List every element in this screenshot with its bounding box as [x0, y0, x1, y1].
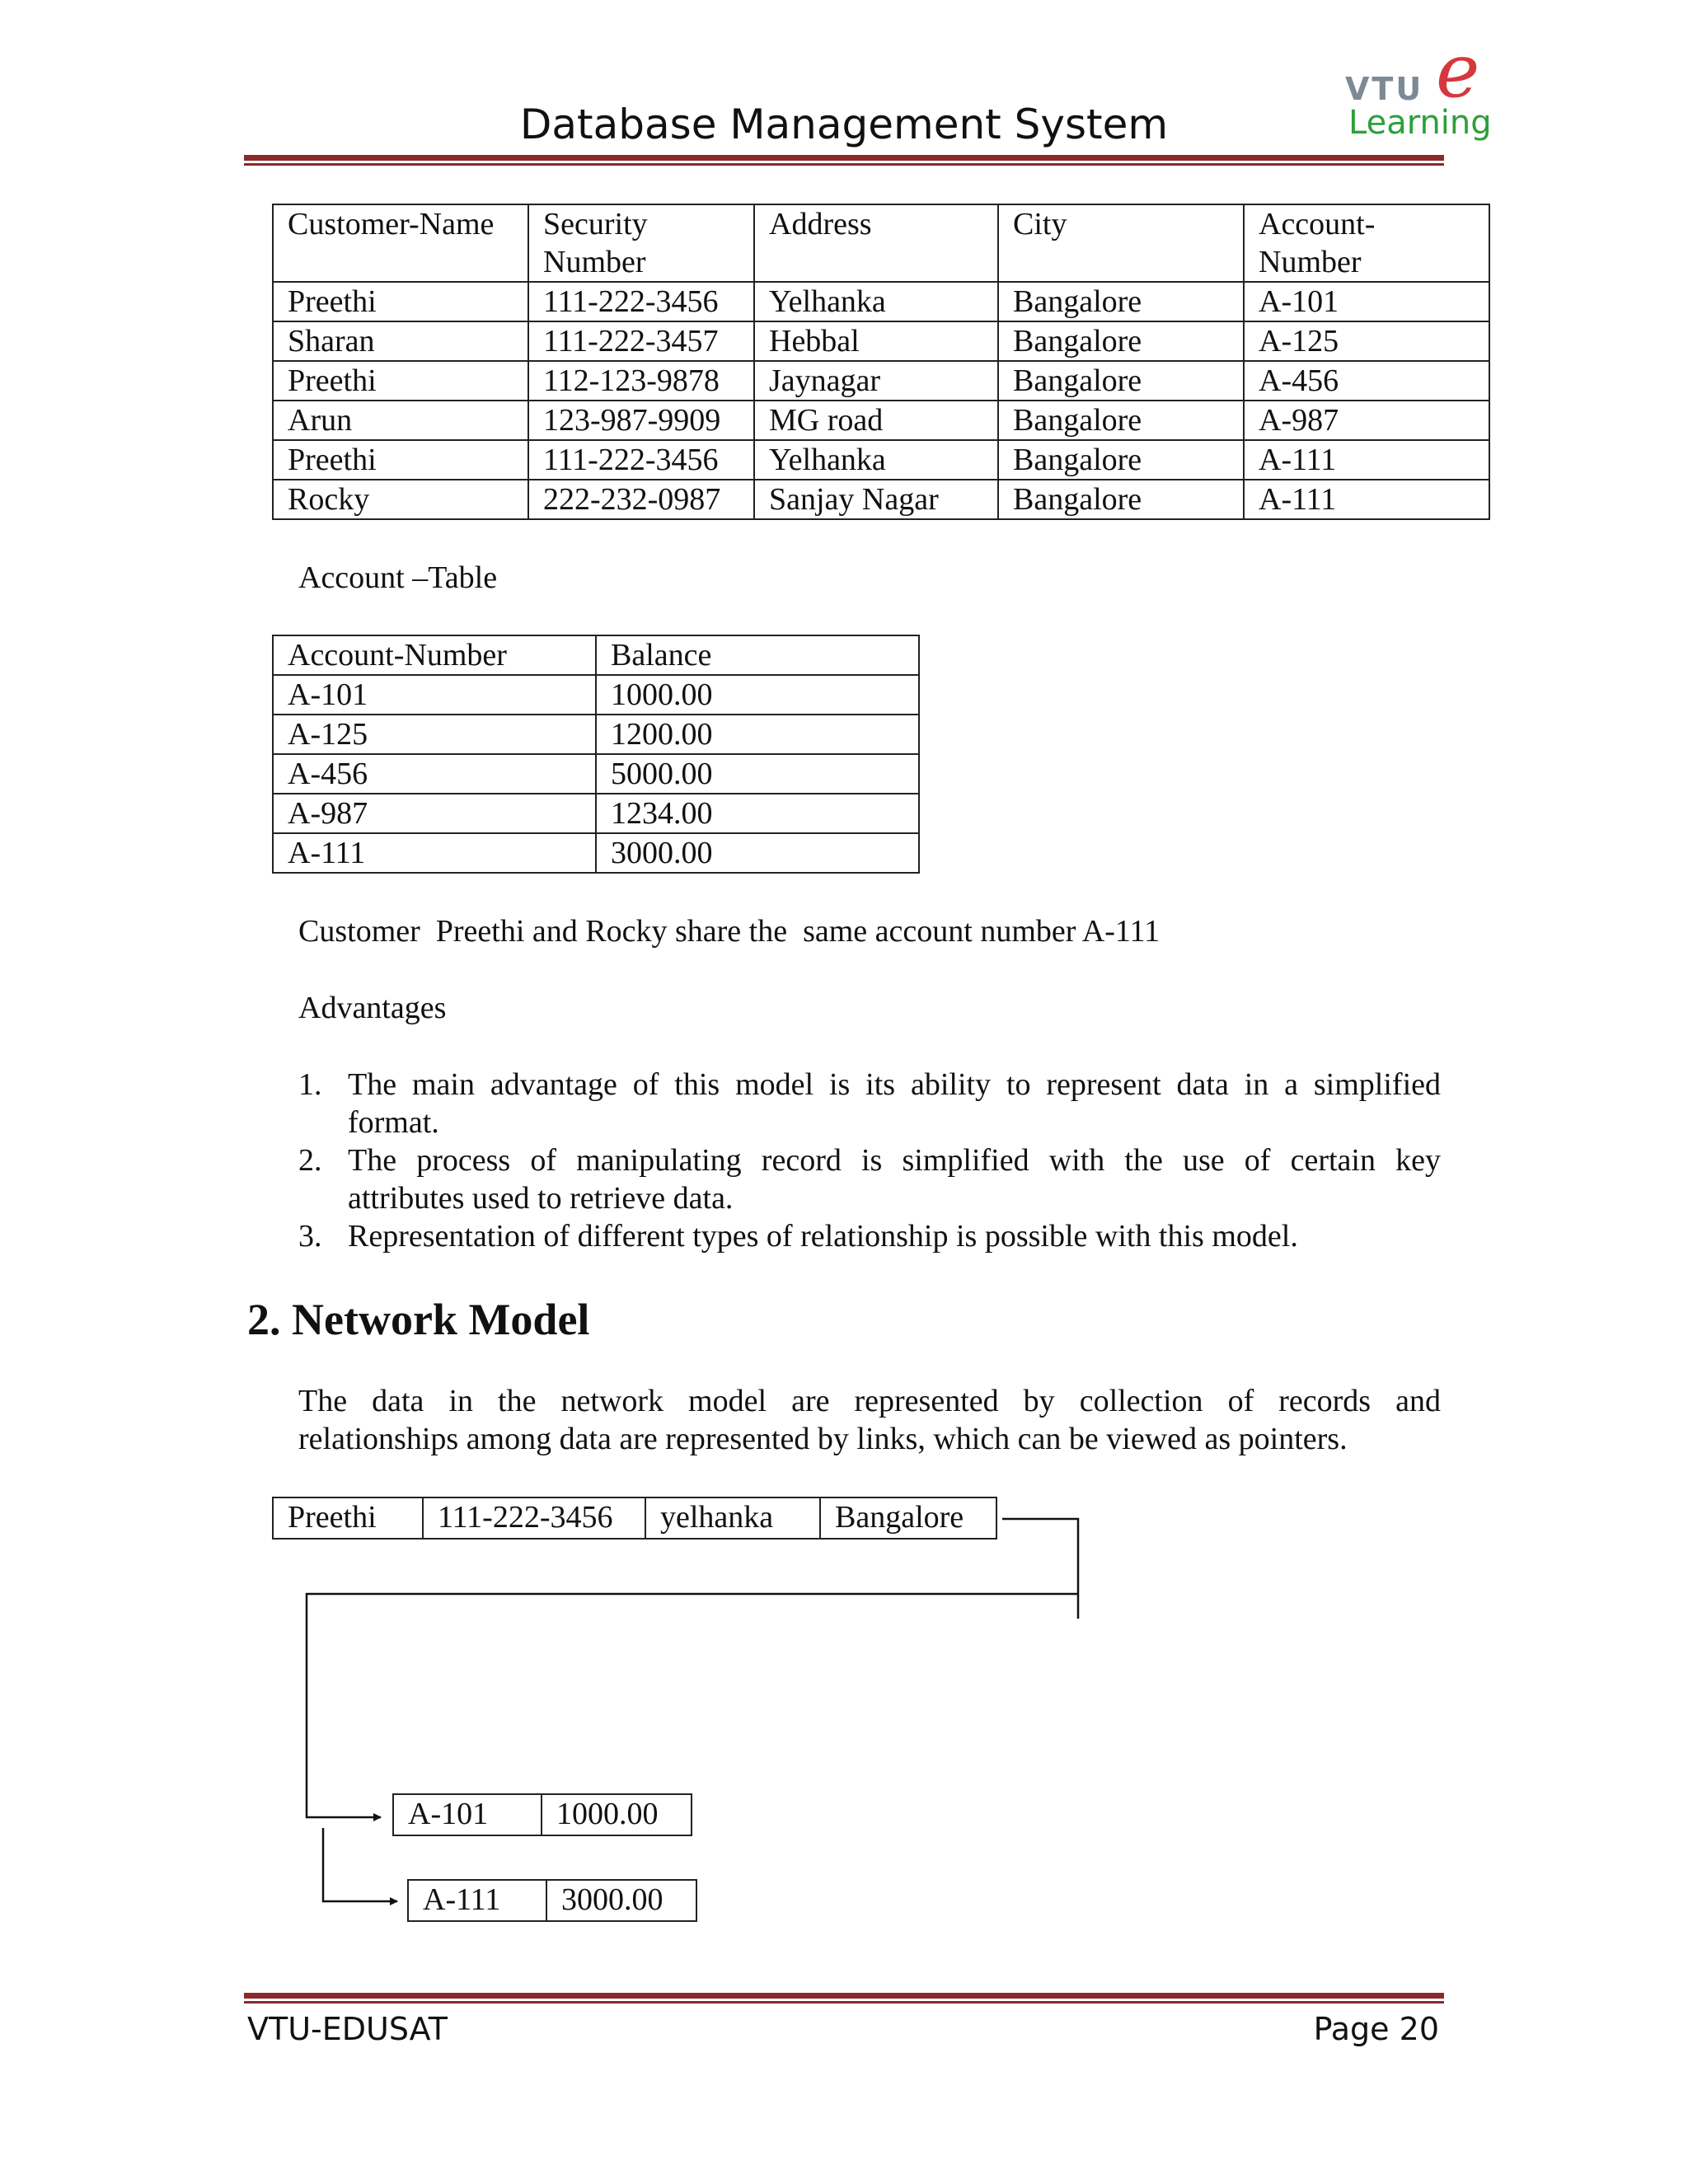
record-field: 3000.00 [561, 1882, 663, 1917]
table-cell: A-125 [273, 715, 596, 754]
logo-e-mark: e [1436, 28, 1480, 115]
footer-rule-thin [244, 2001, 1444, 2004]
record-field: Bangalore [835, 1500, 964, 1535]
table-cell: Preethi [273, 361, 528, 401]
page-title: Database Management System [519, 101, 1169, 148]
list-text: format. [348, 1105, 439, 1140]
table-cell: 112-123-9878 [528, 361, 754, 401]
account-record-box [407, 1879, 697, 1922]
header-cell: Address [754, 204, 998, 282]
table-cell: Sanjay Nagar [754, 480, 998, 519]
table-cell: Preethi [273, 282, 528, 321]
table-cell: A-987 [1244, 401, 1489, 440]
table-cell: 222-232-0987 [528, 480, 754, 519]
link-line [307, 1594, 1078, 1817]
table-cell: Arun [273, 401, 528, 440]
table-cell: Rocky [273, 480, 528, 519]
table-cell: A-101 [1244, 282, 1489, 321]
list-number: 2. [298, 1143, 322, 1178]
list-text: attributes used to retrieve data. [348, 1181, 734, 1216]
table-cell: 111-222-3457 [528, 321, 754, 361]
table-cell: Bangalore [998, 401, 1244, 440]
header-cell: Customer-Name [273, 204, 528, 282]
footer-source: VTU-EDUSAT [247, 2011, 448, 2047]
table-cell: A-987 [273, 794, 596, 833]
share-note: Customer Preethi and Rocky share the same account number A-111 [298, 914, 1160, 949]
list-text: The process of manipulating record is simplified with the use of certain key [348, 1143, 1441, 1178]
table-cell: 5000.00 [596, 754, 919, 794]
header-cell: Balance [596, 635, 919, 675]
table-cell: 111-222-3456 [528, 440, 754, 480]
account-table-caption: Account –Table [298, 560, 498, 595]
advantages-heading: Advantages [298, 991, 447, 1025]
header-cell: Account-Number [273, 635, 596, 675]
table-cell: Bangalore [998, 480, 1244, 519]
record-field: A-111 [409, 1881, 547, 1920]
section-heading: 2. Network Model [247, 1295, 590, 1344]
table-cell: 3000.00 [596, 833, 919, 873]
record-field: 1000.00 [556, 1797, 659, 1831]
table-cell: Bangalore [998, 361, 1244, 401]
table-cell: 123-987-9909 [528, 401, 754, 440]
table-cell: 1200.00 [596, 715, 919, 754]
list-text: Representation of different types of relationship is possible with this model. [348, 1219, 1298, 1254]
table-cell: Bangalore [998, 282, 1244, 321]
table-cell: 111-222-3456 [528, 282, 754, 321]
table-cell: Yelhanka [754, 282, 998, 321]
logo-vtu-text: VTU [1345, 71, 1424, 107]
table-cell: Bangalore [998, 321, 1244, 361]
table-cell: Hebbal [754, 321, 998, 361]
list-text: The main advantage of this model is its ability to represent data in a simplified [348, 1067, 1441, 1102]
logo-learning-text: Learning [1348, 104, 1492, 142]
header-cell: Account- Number [1244, 204, 1489, 282]
table-cell: 1000.00 [596, 675, 919, 715]
link-line [323, 1828, 397, 1901]
footer-rule-thick [244, 1993, 1444, 1999]
table-cell: Preethi [273, 440, 528, 480]
table-cell: 1234.00 [596, 794, 919, 833]
link-line [1002, 1519, 1078, 1619]
table-cell: A-101 [273, 675, 596, 715]
table-cell: A-111 [1244, 480, 1489, 519]
list-number: 3. [298, 1219, 322, 1254]
table-cell: MG road [754, 401, 998, 440]
record-field: 111-222-3456 [424, 1498, 646, 1538]
table-cell: A-456 [1244, 361, 1489, 401]
network-paragraph-line: relationships among data are represented by links, which can be viewed as pointers. [298, 1422, 1348, 1456]
header-cell: Security Number [528, 204, 754, 282]
header-cell: City [998, 204, 1244, 282]
list-number: 1. [298, 1067, 322, 1102]
record-field: yelhanka [646, 1498, 821, 1538]
table-cell: A-111 [273, 833, 596, 873]
account-record-box [392, 1793, 692, 1836]
table-cell: A-456 [273, 754, 596, 794]
table-cell: Sharan [273, 321, 528, 361]
table-cell: Bangalore [998, 440, 1244, 480]
record-field: A-101 [394, 1795, 542, 1835]
page-number: Page 20 [1313, 2011, 1439, 2047]
table-cell: A-125 [1244, 321, 1489, 361]
table-cell: Yelhanka [754, 440, 998, 480]
table-cell: A-111 [1244, 440, 1489, 480]
table-cell: Jaynagar [754, 361, 998, 401]
record-field: Preethi [274, 1498, 424, 1538]
network-paragraph-line: The data in the network model are represented by collection of records and [298, 1384, 1441, 1418]
